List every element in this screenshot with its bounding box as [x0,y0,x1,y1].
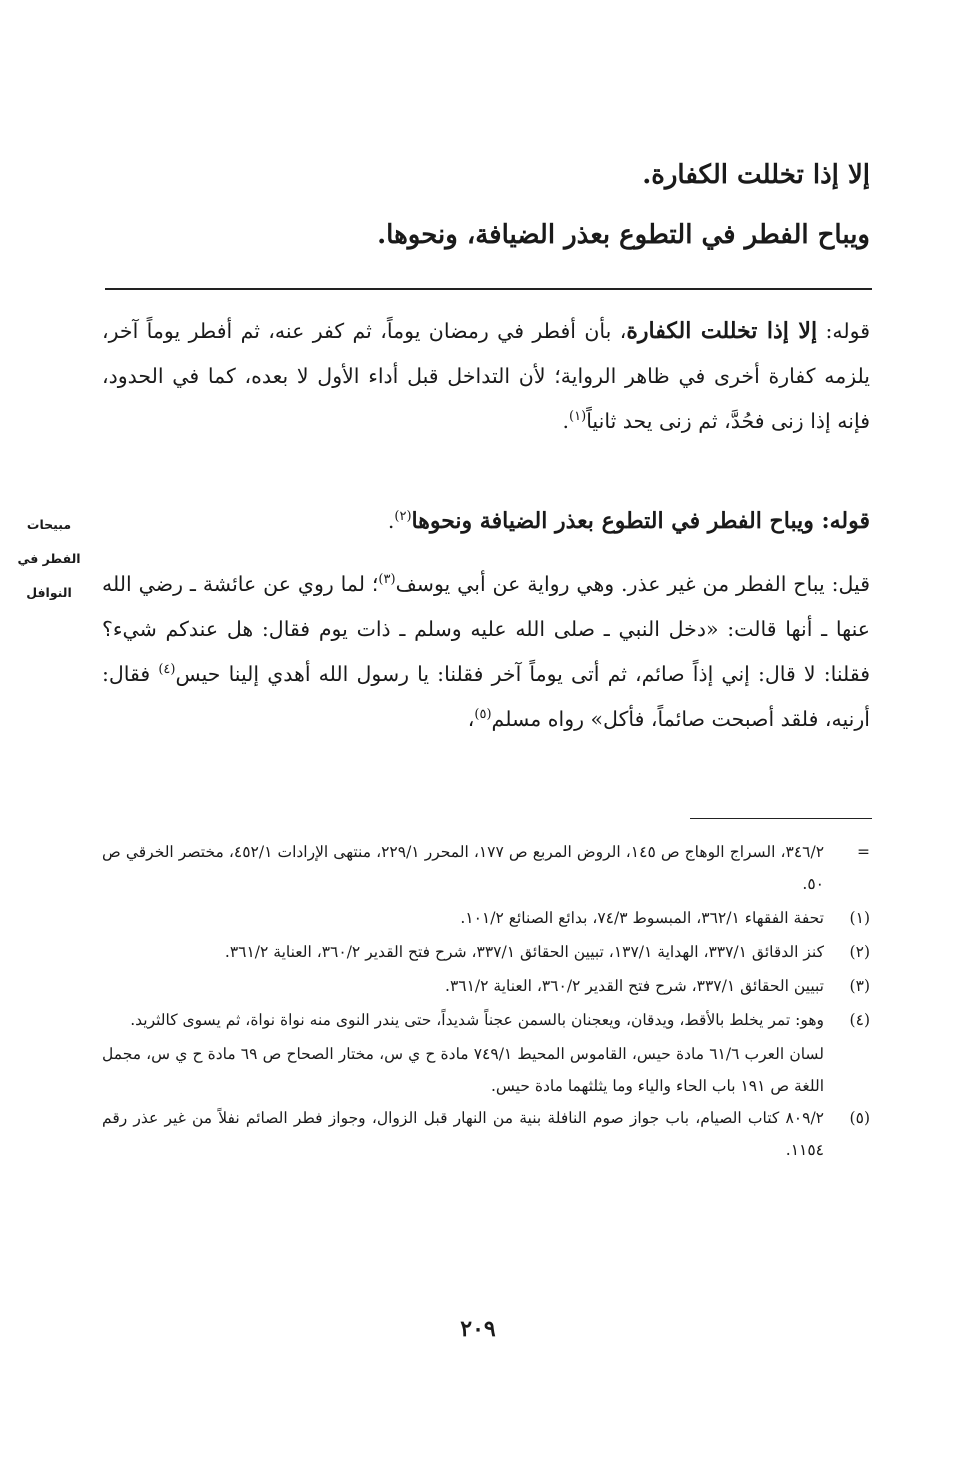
para3-text-3: فقال: أرنيه، فلقد أصبحت صائماً، فأكل» رواه مسلم [102,662,870,731]
footnote-1-text: تحفة الفقهاء ٣٦٢/١، المبسوط ٧٤/٣، بدائع الصنائع ١٠١/٢. [460,909,824,927]
footnote-continued-text: ٣٤٦/٢، السراج الوهاج ص ١٤٥، الروض المربع ص ١٧٧، المحرر ٢٢٩/١، منتهى الإرادات ٤٥٢/١، مختصر الخرقي ص ٥٠. [102,843,825,893]
footnote-ref-5[interactable]: (٥) [474,707,492,723]
margin-heading-line-3: النوافل [26,585,72,600]
footnotes-section [102,836,870,1168]
margin-heading [8,508,90,610]
footnote-1 [102,902,870,934]
footnote-4-continuation: لسان العرب ٦١/٦ مادة حيس، القاموس المحيط ٧٤٩/١ مادة ح ي س، مختار الصحاح ص ٦٩ مادة ح ي س، مجمل اللغة ص ١٩١ باب الحاء والياء وما يثلثهما مادة حيس. [102,1045,824,1095]
footnote-4-text: وهو: تمر يخلط بالأقط، ويدقان، ويعجنان بالسمن عجناً شديداً، حتى يندر النوى منه نواة نواة، ثم يسوى كالثريد. [130,1011,824,1029]
matn-line-1: إلا إذا تخللت الكفارة. [642,160,870,190]
para2-bold-quote: قوله: ويباح الفطر في التطوع بعذر الضيافة ونحوها [411,508,870,534]
para3-text-2: ؛ لما روي عن عائشة ـ رضي الله عنها ـ أنها قالت: «دخل النبي ـ صلى الله عليه وسلم ـ ذات يوم فقال: هل عندكم شيء؟ فقلنا: لا قال: إني إذاً صائم، ثم أتى يوماً آخر فقلنا: يا رسول الله أهدي إلينا حيس [102,572,871,686]
para1-end: . [562,409,570,433]
footnote-2-number: (٢) [849,943,870,961]
footnote-5-text: ٨٠٩/٢ كتاب الصيام، باب جواز صوم النافلة بنية من النهار قبل الزوال، وجواز فطر الصائم نفلاً من غير عذر رقم ١١٥٤. [102,1109,824,1159]
matn-separator-rule [105,288,872,290]
footnote-1-number: (١) [849,909,870,927]
footnote-2-text: كنز الدقائق ٣٣٧/١، الهداية ١٣٧/١، تبيين الحقائق ٣٣٧/١، شرح فتح القدير ٣٦٠/٢، العناية ٣٦١/٢. [224,943,824,961]
footnote-separator-rule [690,818,872,819]
commentary-paragraph-2 [102,499,870,544]
para3-text-1: قيل: يباح الفطر من غير عذر. وهي رواية عن أبي يوسف [395,572,870,596]
footnote-ref-3[interactable]: (٣) [378,572,396,588]
footnote-4 [102,1004,870,1036]
margin-heading-line-2: الفطر في [17,551,81,566]
para1-bold-quote: إلا إذا تخللت الكفارة [626,318,818,344]
footnote-continued [102,836,870,900]
matn-line-2: ويباح الفطر في التطوع بعذر الضيافة، ونحوها. [377,220,870,250]
commentary-paragraph-3 [102,562,870,742]
footnote-3 [102,970,870,1002]
footnote-5-number: (٥) [849,1109,870,1127]
para1-prefix: قوله: [817,319,870,343]
footnote-continued-mark: = [857,843,870,861]
footnote-ref-4[interactable]: (٤) [158,662,176,678]
para3-end: ، [467,707,475,731]
footnote-3-text: تبيين الحقائق ٣٣٧/١، شرح فتح القدير ٣٦٠/٢، العناية ٣٦١/٢. [445,977,824,995]
footnote-4-number: (٤) [849,1011,870,1029]
commentary-paragraph-1 [102,309,870,444]
footnote-5 [102,1102,870,1166]
footnote-2 [102,936,870,968]
para1-text: ، بأن أفطر في رمضان يوماً، ثم كفر عنه، ثم أفطر يوماً آخر، يلزمه كفارة أخرى في ظاهر الرواية؛ لأن التداخل قبل أداء الأول لا بعده، كما في الحدود، فإنه إذا زنى فحُدَّ، ثم زنى يحد ثانياً [102,319,870,433]
footnote-3-number: (٣) [849,977,870,995]
margin-heading-line-1: مبيحات [26,517,72,532]
footnote-ref-1[interactable]: (١) [569,409,587,425]
para2-end: . [387,509,395,533]
footnote-ref-2[interactable]: (٢) [394,509,412,525]
page-number: ٢٠٩ [460,1316,496,1342]
